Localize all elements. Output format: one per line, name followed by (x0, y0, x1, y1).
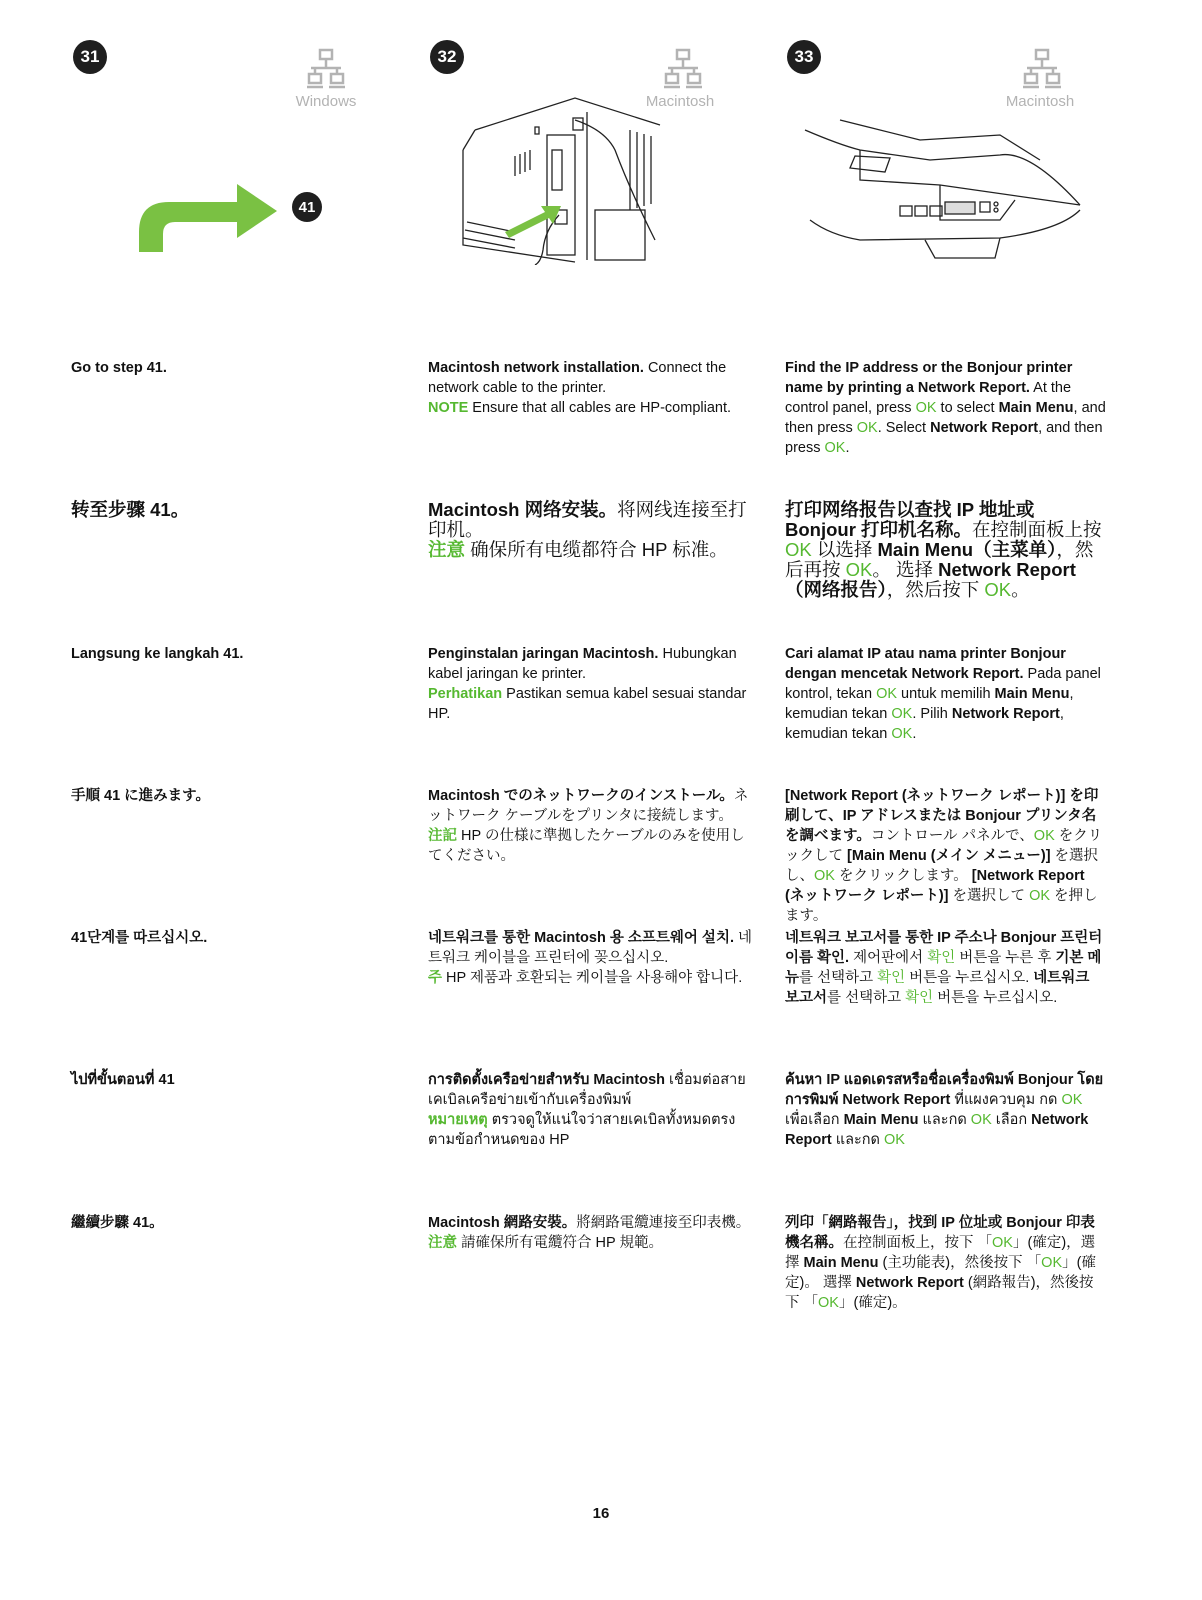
step-text: 를 선택하고 (827, 990, 906, 1006)
step-text: , kemudian tekan (785, 686, 1074, 722)
step-text: , and then press (785, 400, 1106, 436)
menu-name: Network Report (951, 706, 1060, 722)
ok-key: OK (1029, 888, 1051, 904)
goto-step-41-badge: 41 (292, 192, 322, 222)
step-heading: 네트워크 보고서를 통한 IP 주소나 Bonjour 프린터 이름 확인. (785, 930, 1103, 966)
instruction-zh-cn-col2 (428, 500, 753, 560)
ok-key: OK (984, 579, 1012, 600)
step-text: . (912, 726, 917, 742)
step-text: ネットワーク ケーブルをプリンタに接続します。 (428, 788, 749, 824)
goto-step-text: ไปที่ขั้นตอนที่ 41 (71, 1072, 175, 1088)
note-text: Ensure that all cables are HP-compliant. (468, 400, 732, 416)
note-text: ตรวจดูให้แน่ใจว่าสายเคเบิลทั้งหมดตรงตามข้อกำหนดของ HP (428, 1112, 736, 1148)
step-text: untuk memilih (897, 686, 995, 702)
instruction-ja-col2 (428, 786, 753, 866)
network-icon (305, 48, 347, 90)
page-number: 16 (592, 1505, 610, 1522)
goto-step-text: 繼續步驟 41。 (71, 1215, 164, 1231)
instruction-zh-tw-col3 (785, 1213, 1107, 1313)
ok-key: OK (1061, 1092, 1083, 1108)
step-text: ，然后再按 (785, 539, 1094, 580)
instruction-ko-col1 (71, 928, 396, 948)
step-text: 네트워크 케이블을 프린터에 꽂으십시오. (428, 930, 753, 966)
step-text: 버튼을 누르십시오. (933, 990, 1058, 1006)
goto-step-text: 手順 41 に進みます。 (71, 788, 211, 804)
menu-name: 네트워크 보고서 (785, 970, 1090, 1006)
step-heading: Cari alamat IP atau nama printer Bonjour dengan mencetak Network Report. (785, 646, 1066, 682)
step-heading: การติดตั้งเครือข่ายสำหรับ Macintosh (428, 1072, 666, 1088)
menu-name: Main Menu（主菜单） (877, 539, 1057, 560)
instruction-ko-col2 (428, 928, 753, 988)
instruction-zh-tw-col1 (71, 1213, 396, 1233)
instruction-id-col1 (71, 644, 396, 664)
step-text: を選択し、 (785, 848, 1099, 884)
step-text: を押します。 (785, 888, 1098, 924)
step-text: (主功能表)，然後按下 「 (878, 1255, 1042, 1271)
ok-key: OK (824, 440, 846, 456)
step-text: Pada panel kontrol, tekan (785, 666, 1101, 702)
ok-key: OK (1033, 828, 1055, 844)
os-label-macintosh: Macintosh (1005, 93, 1075, 110)
note-text: 請確保所有電纜符合 HP 規範。 (457, 1235, 663, 1251)
step-33-badge: 33 (787, 40, 821, 74)
menu-name: Network Report (930, 420, 1039, 436)
goto-step-text: 41단계를 따르십시오. (71, 930, 208, 946)
step-heading: Find the IP address or the Bonjour printer name by printing a Network Report. (785, 360, 1073, 396)
ok-key: OK (970, 1112, 992, 1128)
step-text: 」(確定)。 選擇 (785, 1255, 1096, 1291)
instruction-zh-cn-col1 (71, 500, 396, 520)
note-text: Pastikan semua kabel sesuai standar HP. (428, 686, 747, 722)
step-text: เชื่อมต่อสายเคเบิลเครือข่ายเข้ากับเครื่องพิมพ์ (428, 1072, 746, 1108)
step-heading: Penginstalan jaringan Macintosh. (428, 646, 659, 662)
step-text: をクリックします。 (834, 868, 972, 884)
menu-name: Main Menu (803, 1255, 879, 1271)
step-text: . Select (877, 420, 931, 436)
instruction-en-col1 (71, 358, 396, 378)
os-label-windows: Windows (295, 93, 357, 110)
step-text: 將網路電纜連接至印表機。 (576, 1215, 751, 1231)
goto-step-text: 转至步骤 41。 (71, 499, 190, 520)
printer-network-port-illustration (455, 90, 665, 265)
note-label: NOTE (428, 400, 469, 416)
ok-key: OK (915, 400, 937, 416)
step-text: และกด (831, 1132, 885, 1148)
step-text: 在控制面板上，按下 「 (843, 1235, 993, 1251)
step-text: 제어판에서 (849, 950, 928, 966)
ok-key: 확인 (877, 970, 906, 986)
menu-name: Main Menu (994, 686, 1070, 702)
note-text: 确保所有电缆都符合 HP 标准。 (465, 539, 728, 560)
step-text: 버튼을 누른 후 (955, 950, 1056, 966)
instruction-ja-col1 (71, 786, 396, 806)
ok-key: 확인 (905, 990, 934, 1006)
step-text: to select (936, 400, 999, 416)
goto-step-text: Go to step 41. (71, 360, 167, 376)
printer-control-panel-illustration (800, 110, 1090, 260)
menu-name: Network Report（网络报告） (785, 559, 1076, 600)
ok-key: OK (845, 559, 873, 580)
step-text: Hubungkan kabel jaringan ke printer. (428, 646, 737, 682)
menu-name: Main Menu (998, 400, 1074, 416)
step-text: เลือก (991, 1112, 1032, 1128)
step-32-badge: 32 (430, 40, 464, 74)
step-text: 将网线连接至打印机。 (428, 499, 747, 540)
goto-step-text: Langsung ke langkah 41. (71, 646, 244, 662)
ok-key: OK (814, 868, 835, 884)
note-label: 注意 (428, 1235, 457, 1251)
step-text: 버튼을 누르십시오. (905, 970, 1034, 986)
step-31-badge: 31 (73, 40, 107, 74)
network-icon (662, 48, 704, 90)
step-text: 」(確定)。 (838, 1295, 907, 1311)
menu-name: Network Report (855, 1275, 964, 1291)
instruction-zh-tw-col2 (428, 1213, 753, 1253)
step-text: เพื่อเลือก (785, 1112, 844, 1128)
step-text: , and then press (785, 420, 1103, 456)
step-heading: [Network Report (ネットワーク レポート)] を印刷して、IP アドレスまたは Bonjour プリンタ名を調べます。 (785, 788, 1099, 844)
step-text: 在控制面板上按 (972, 519, 1102, 540)
os-label-macintosh: Macintosh (645, 93, 715, 110)
ok-key: OK (992, 1235, 1013, 1251)
note-label: 注意 (428, 539, 466, 560)
note-text: HP 제품과 호환되는 케이블을 사용해야 합니다. (442, 970, 743, 986)
menu-name: Main Menu (843, 1112, 919, 1128)
step-heading: 列印「網路報告」，找到 IP 位址或 Bonjour 印表機名稱。 (785, 1215, 1095, 1251)
ok-key: OK (891, 726, 913, 742)
step-heading: Macintosh でのネットワークのインストール。 (428, 788, 734, 804)
step-heading: Macintosh 网络安装。 (428, 499, 618, 520)
step-text: 以选择 (811, 539, 878, 560)
instruction-th-col3 (785, 1070, 1107, 1150)
note-label: 注記 (428, 828, 457, 844)
step-text: . Pilih (912, 706, 952, 722)
instruction-th-col1 (71, 1070, 396, 1090)
note-label: หมายเหตุ (428, 1112, 488, 1128)
step-text: Connect the network cable to the printer. (428, 360, 727, 396)
note-label: Perhatikan (428, 686, 503, 702)
step-text: をクリックして (785, 828, 1103, 864)
step-text: コントロール パネルで、 (870, 828, 1034, 844)
ok-key: OK (876, 686, 898, 702)
note-text: HP の仕様に準拠したケーブルのみを使用してください。 (428, 828, 745, 864)
step-text: 。 选择 (872, 559, 939, 580)
step-text: を選択して (948, 888, 1030, 904)
step-text: และกด (918, 1112, 971, 1128)
ok-key: OK (891, 706, 913, 722)
step-text: (網路報告)，然後按下 「 (785, 1275, 1094, 1311)
step-heading: 打印网络报告以查找 IP 地址或 Bonjour 打印机名称。 (785, 499, 1035, 540)
ok-key: 확인 (927, 950, 956, 966)
menu-name: [Network Report (ネットワーク レポート)] (785, 868, 1085, 904)
step-text: 。 (1011, 579, 1030, 600)
instruction-en-col2 (428, 358, 753, 418)
menu-name: [Main Menu (メイン メニュー)] (847, 848, 1051, 864)
step-text: 를 선택하고 (799, 970, 878, 986)
step-text: 」(確定)，選擇 (785, 1235, 1096, 1271)
instruction-id-col2 (428, 644, 753, 724)
step-text: ที่แผงควบคุม กด (950, 1092, 1062, 1108)
step-heading: Macintosh network installation. (428, 360, 644, 376)
step-text: ，然后按下 (886, 579, 985, 600)
instruction-zh-cn-col3 (785, 500, 1107, 600)
step-text: , kemudian tekan (785, 706, 1064, 742)
ok-key: OK (884, 1132, 905, 1148)
ok-key: OK (818, 1295, 839, 1311)
ok-key: OK (785, 539, 812, 560)
step-heading: 네트워크를 통한 Macintosh 용 소프트웨어 설치. (428, 930, 734, 946)
instruction-id-col3 (785, 644, 1107, 744)
network-icon (1021, 48, 1063, 90)
step-heading: Macintosh 網路安裝。 (428, 1215, 577, 1231)
instruction-en-col3 (785, 358, 1107, 458)
menu-name: 기본 메뉴 (785, 950, 1102, 986)
ok-key: OK (1041, 1255, 1063, 1271)
menu-name: Network Report (785, 1112, 1089, 1148)
step-text: At the control panel, press (785, 380, 1072, 416)
ok-key: OK (856, 420, 878, 436)
instruction-th-col2 (428, 1070, 753, 1150)
instruction-ko-col3 (785, 928, 1107, 1008)
note-label: 주 (428, 970, 443, 986)
instruction-ja-col3 (785, 786, 1107, 926)
step-heading: ค้นหา IP แอดเดรสหรือชื่อเครื่องพิมพ์ Bonjour โดยการพิมพ์ Network Report (785, 1072, 1104, 1108)
green-arrow-icon (135, 180, 280, 255)
step-text: . (845, 440, 850, 456)
